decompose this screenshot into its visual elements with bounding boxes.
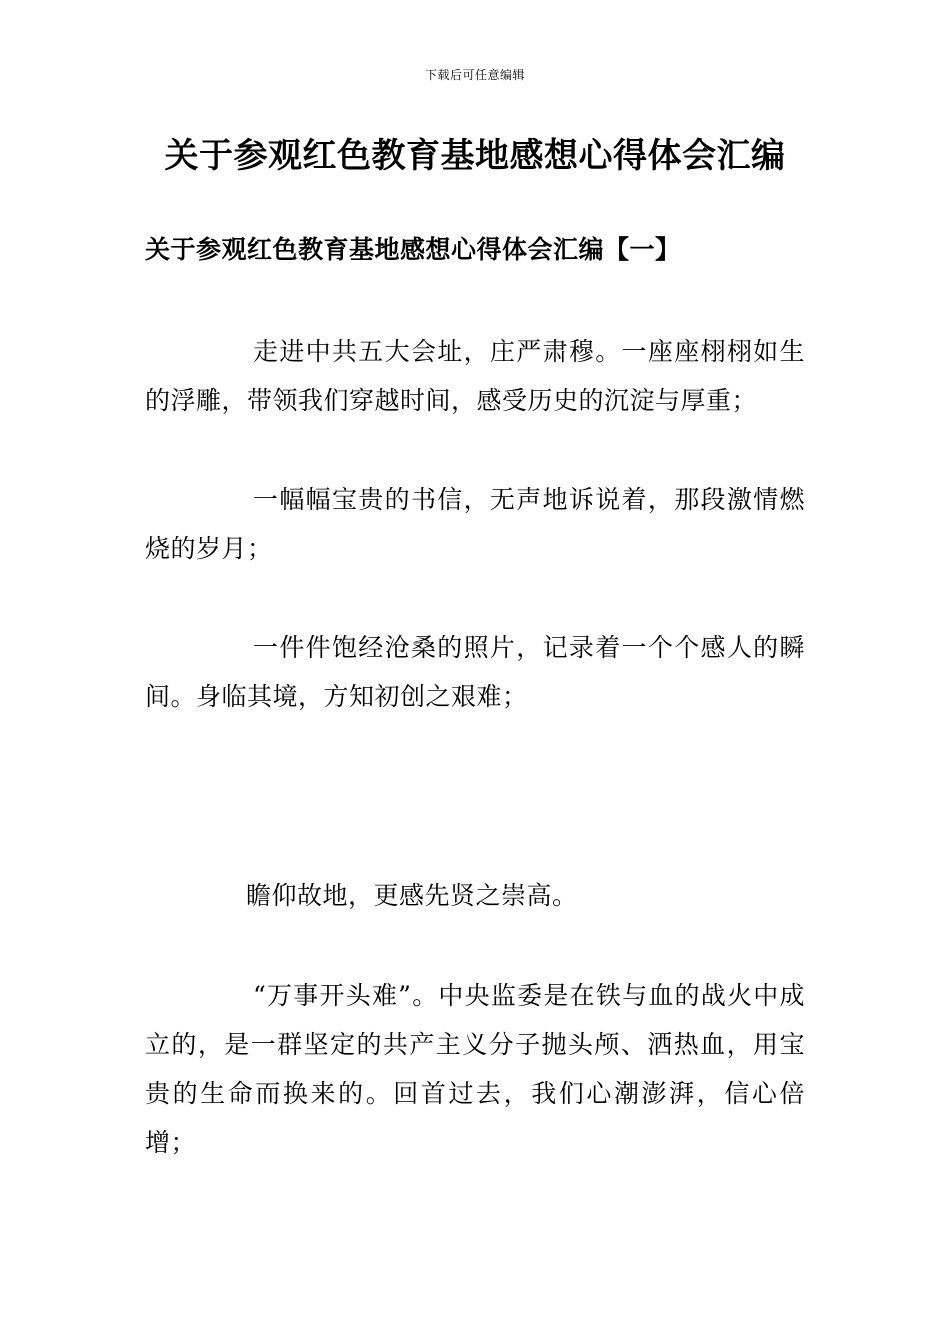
paragraph-3: 一件件饱经沧桑的照片，记录着一个个感人的瞬间。身临其境，方知初创之艰难；	[145, 633, 805, 711]
header-note: 下载后可任意编辑	[424, 68, 525, 82]
paragraph-5: “万事开头难”。中央监委是在铁与血的战火中成立的，是一群坚定的共产主义分子抛头颅、洒热血，用宝贵的生命而换来的。回首过去，我们心潮澎湃，信心倍增；	[145, 981, 805, 1157]
document-title: 关于参观红色教育基地感想心得体会汇编	[164, 136, 786, 176]
paragraph-2: 一幅幅宝贵的书信，无声地诉说着，那段激情燃烧的岁月；	[145, 485, 805, 563]
paragraph-4: 瞻仰故地，更感先贤之崇高。	[246, 881, 578, 910]
section-heading: 关于参观红色教育基地感想心得体会汇编【一】	[145, 235, 681, 264]
paragraph-1: 走进中共五大会址，庄严肃穆。一座座栩栩如生的浮雕，带领我们穿越时间，感受历史的沉淀与厚重；	[145, 337, 805, 415]
